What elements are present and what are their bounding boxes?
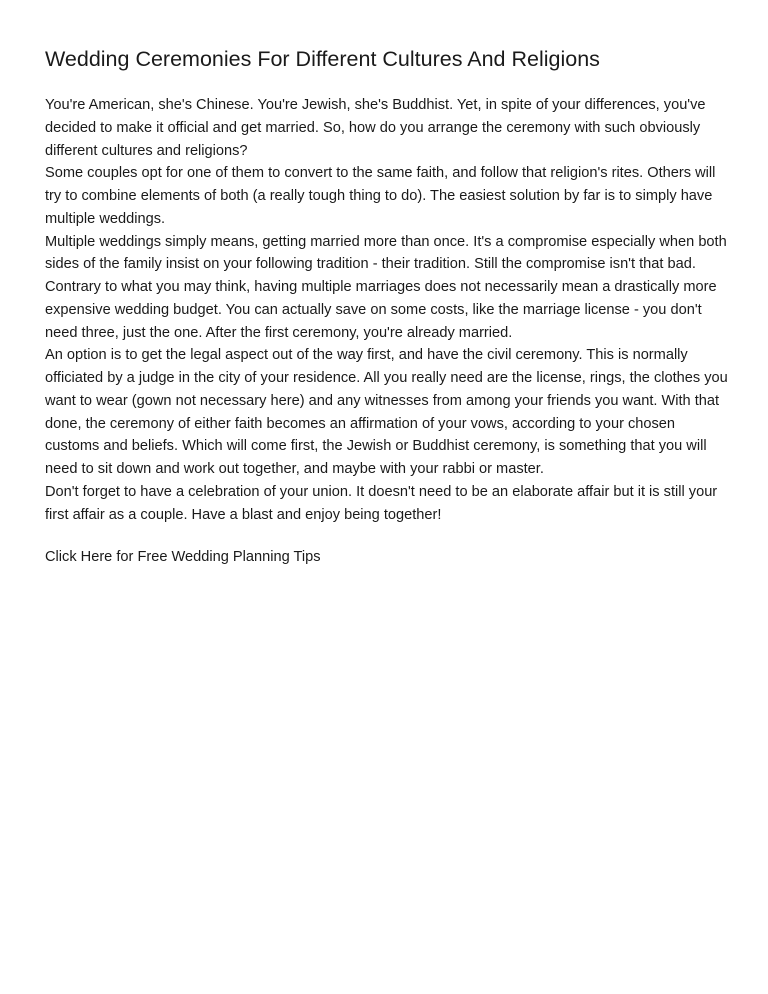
- paragraph-6: Don't forget to have a celebration of your union. It doesn't need to be an elaborate affair but it is still your first affair as a couple. Have a blast and enjoy being together!: [45, 483, 718, 523]
- paragraph-4: Contrary to what you may think, having multiple marriages does not necessarily mean a drastically more expensive wedding budget. You can actually save on some costs, like the marriage license - you don't need three, just the one. After the first ceremony, you're already married.: [45, 279, 717, 341]
- paragraph-5: An option is to get the legal aspect out of the way first, and have the civil ceremony. This is normally officiated by a judge in the city of your residence. All you really need are the license, rings, the clothes you want to wear (gown not necessary here) and any witnesses from among your friends you want. With that done, the ceremony of either faith becomes an affirmation of your vows, according to your chosen customs and beliefs. Which will come first, the Jewish or Buddhist ceremony, is something that you will need to sit down and work out together, and maybe with your rabbi or master.: [45, 347, 728, 477]
- article-body: [45, 94, 730, 526]
- paragraph-2: Some couples opt for one of them to convert to the same faith, and follow that religion's rites. Others will try to combine elements of both (a really tough thing to do). The easiest solution by far is to simply have multiple weddings.: [45, 165, 716, 227]
- paragraph-1: You're American, she's Chinese. You're Jewish, she's Buddhist. Yet, in spite of your differences, you've decided to make it official and get married. So, how do you arrange the ceremony with such obviously different cultures and religions?: [45, 97, 706, 159]
- page-title: Wedding Ceremonies For Different Cultures And Religions: [45, 47, 600, 71]
- wedding-tips-link[interactable]: Click Here for Free Wedding Planning Tips: [45, 549, 321, 566]
- document-page: [45, 44, 730, 569]
- paragraph-3: Multiple weddings simply means, getting married more than once. It's a compromise especially when both sides of the family insist on your following tradition - their tradition. Still the compromise isn't that bad.: [45, 233, 727, 273]
